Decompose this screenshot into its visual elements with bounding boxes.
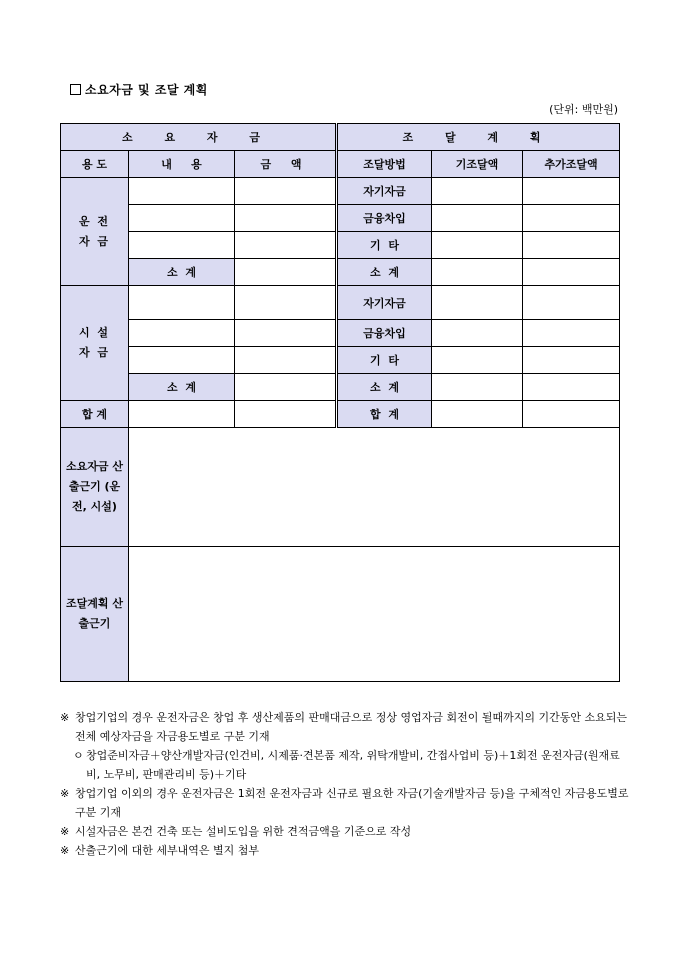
operating-subtotal-additional[interactable] <box>523 259 620 286</box>
facility-row-1 <box>61 286 620 320</box>
operating-own-existing[interactable] <box>432 178 523 205</box>
note-mark: ※ <box>60 711 70 724</box>
section-title <box>70 81 208 98</box>
basis-required-content[interactable] <box>129 428 620 547</box>
total-label: 합 계 <box>61 401 129 428</box>
facility-own-existing[interactable] <box>432 286 523 320</box>
operating-content-2[interactable] <box>129 205 235 232</box>
operating-amount-2[interactable] <box>235 205 337 232</box>
facility-subtotal-label: 소 계 <box>129 374 235 401</box>
header-row-top <box>61 124 620 151</box>
col-amount: 금 액 <box>235 151 337 178</box>
operating-amount-1[interactable] <box>235 178 337 205</box>
operating-subtotal-existing[interactable] <box>432 259 523 286</box>
note-4: ※ 산출근기에 대한 세부내역은 별지 첨부 <box>60 841 630 860</box>
col-existing: 기조달액 <box>432 151 523 178</box>
facility-subtotal-additional[interactable] <box>523 374 620 401</box>
operating-subtotal-right-label: 소 계 <box>337 259 432 286</box>
notes <box>60 708 630 860</box>
facility-subtotal-right-label: 소 계 <box>337 374 432 401</box>
operating-row-3 <box>61 232 620 259</box>
unit-label: (단위: 백만원) <box>549 103 618 116</box>
operating-content-1[interactable] <box>129 178 235 205</box>
facility-subtotal-row <box>61 374 620 401</box>
header-procurement-plan: 조 달 계 획 <box>337 124 620 151</box>
basis-procurement-content[interactable] <box>129 547 620 682</box>
note-mark: ※ <box>60 787 70 800</box>
facility-amount-1[interactable] <box>235 286 337 320</box>
facility-content-3[interactable] <box>129 347 235 374</box>
facility-borrow-existing[interactable] <box>432 320 523 347</box>
operating-content-3[interactable] <box>129 232 235 259</box>
header-row-columns <box>61 151 620 178</box>
operating-own-additional[interactable] <box>523 178 620 205</box>
col-method: 조달방법 <box>337 151 432 178</box>
note-mark: ※ <box>60 844 70 857</box>
basis-required-row <box>61 428 620 547</box>
facility-borrow-additional[interactable] <box>523 320 620 347</box>
facility-subtotal-amount[interactable] <box>235 374 337 401</box>
operating-other-existing[interactable] <box>432 232 523 259</box>
note-mark: ※ <box>60 825 70 838</box>
facility-amount-3[interactable] <box>235 347 337 374</box>
col-content: 내 용 <box>129 151 235 178</box>
col-additional: 추가조달액 <box>523 151 620 178</box>
facility-other-additional[interactable] <box>523 347 620 374</box>
facility-other-existing[interactable] <box>432 347 523 374</box>
facility-content-2[interactable] <box>129 320 235 347</box>
operating-subtotal-row <box>61 259 620 286</box>
total-additional[interactable] <box>523 401 620 428</box>
operating-financial-borrowing: 금융차입 <box>337 205 432 232</box>
operating-subtotal-label: 소 계 <box>129 259 235 286</box>
note-2: ※ 창업기업 이외의 경우 운전자금은 1회전 운전자금과 신규로 필요한 자금(기술개발자금 등)을 구체적인 자금용도별로 구분 기재 <box>60 784 630 822</box>
note-3: ※ 시설자금은 본건 건축 또는 설비도입을 위한 견적금액을 기준으로 작성 <box>60 822 630 841</box>
operating-funds-label: 운 전 자 금 <box>61 178 129 286</box>
basis-procurement-label: 조달계획 산출근기 <box>61 547 129 682</box>
funding-plan-table <box>60 123 620 682</box>
header-required-funds: 소 요 자 금 <box>61 124 337 151</box>
facility-content-1[interactable] <box>129 286 235 320</box>
operating-other: 기 타 <box>337 232 432 259</box>
operating-other-additional[interactable] <box>523 232 620 259</box>
note-1: ※ 창업기업의 경우 운전자금은 창업 후 생산제품의 판매대금으로 정상 영업자금 회전이 될때까지의 기간동안 소요되는 전체 예상자금을 자금용도별로 구분 기재 <box>60 708 630 746</box>
basis-required-label: 소요자금 산출근기 (운전, 시설) <box>61 428 129 547</box>
total-right-label: 합 계 <box>337 401 432 428</box>
facility-funds-label: 시 설 자 금 <box>61 286 129 401</box>
facility-row-3 <box>61 347 620 374</box>
total-existing[interactable] <box>432 401 523 428</box>
col-use: 용 도 <box>61 151 129 178</box>
section-title-text: 소요자금 및 조달 계획 <box>85 83 208 97</box>
operating-subtotal-amount[interactable] <box>235 259 337 286</box>
facility-other: 기 타 <box>337 347 432 374</box>
facility-own-funds: 자기자금 <box>337 286 432 320</box>
facility-financial-borrowing: 금융차입 <box>337 320 432 347</box>
square-bullet-icon <box>70 84 81 95</box>
operating-amount-3[interactable] <box>235 232 337 259</box>
total-row <box>61 401 620 428</box>
facility-amount-2[interactable] <box>235 320 337 347</box>
facility-own-additional[interactable] <box>523 286 620 320</box>
facility-subtotal-existing[interactable] <box>432 374 523 401</box>
basis-procurement-row <box>61 547 620 682</box>
operating-borrow-existing[interactable] <box>432 205 523 232</box>
note-1a: ㅇ 창업준비자금＋양산개발자금(인건비, 시제품·견본품 제작, 위탁개발비, 간접사업비 등)＋1회전 운전자금(원재료비, 노무비, 판매관리비 등)＋기타 <box>60 746 630 784</box>
total-content[interactable] <box>129 401 235 428</box>
operating-own-funds: 자기자금 <box>337 178 432 205</box>
total-amount[interactable] <box>235 401 337 428</box>
operating-row-2 <box>61 205 620 232</box>
note-bullet: ㅇ <box>73 749 84 762</box>
facility-row-2 <box>61 320 620 347</box>
operating-row-1 <box>61 178 620 205</box>
operating-borrow-additional[interactable] <box>523 205 620 232</box>
